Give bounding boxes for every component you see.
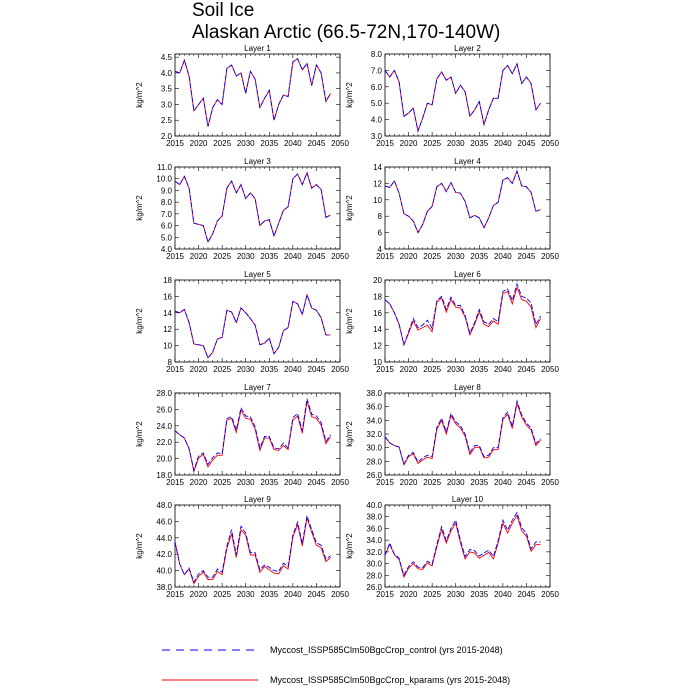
- x-tick-label: 2020: [189, 252, 208, 261]
- panel-title: Layer 4: [454, 157, 481, 166]
- y-tick-label: 4.0: [160, 68, 172, 78]
- x-tick-label: 2020: [399, 139, 418, 148]
- y-tick-label: 36.0: [366, 402, 382, 412]
- y-tick-label: 40.0: [366, 501, 382, 510]
- y-axis-label: kg/m^2: [135, 82, 144, 108]
- y-tick-label: 26.0: [156, 405, 172, 415]
- panel-title: Layer 1: [244, 44, 271, 53]
- panel-title: Layer 8: [454, 383, 481, 392]
- x-tick-label: 2045: [307, 478, 326, 487]
- plot-frame: [385, 505, 550, 587]
- x-tick-label: 2035: [260, 252, 279, 261]
- x-tick-label: 2050: [331, 252, 349, 261]
- x-tick-label: 2045: [517, 365, 536, 374]
- series-control-line: [385, 284, 541, 345]
- x-tick-label: 2050: [541, 590, 559, 599]
- plot-frame: [175, 280, 340, 362]
- x-tick-label: 2015: [166, 139, 184, 148]
- x-tick-label: 2040: [283, 478, 302, 487]
- y-tick-label: 6.0: [160, 221, 172, 231]
- x-tick-label: 2030: [236, 365, 255, 374]
- y-axis-label: kg/m^2: [135, 308, 144, 334]
- y-tick-label: 40.0: [156, 566, 172, 576]
- y-axis-label: kg/m^2: [135, 421, 144, 447]
- y-tick-label: 28.0: [156, 389, 172, 398]
- x-tick-label: 2035: [470, 252, 489, 261]
- panel-10: [345, 495, 559, 599]
- panel-title: Layer 3: [244, 157, 271, 166]
- x-tick-label: 2035: [470, 139, 489, 148]
- y-tick-label: 42.0: [156, 550, 172, 560]
- panel-title: Layer 9: [244, 495, 271, 504]
- y-tick-label: 26.0: [366, 471, 382, 480]
- y-tick-label: 5.0: [160, 233, 172, 243]
- y-tick-label: 22.0: [156, 438, 172, 448]
- y-tick-label: 12: [373, 341, 382, 351]
- series-control-line: [175, 295, 331, 358]
- x-tick-label: 2015: [166, 478, 184, 487]
- series-control-line: [385, 513, 541, 576]
- x-tick-label: 2030: [446, 365, 465, 374]
- plot-frame: [175, 393, 340, 475]
- x-tick-label: 2015: [166, 590, 184, 599]
- x-tick-label: 2050: [331, 139, 349, 148]
- x-tick-label: 2040: [283, 365, 302, 374]
- x-tick-label: 2020: [399, 252, 418, 261]
- y-tick-label: 6: [377, 228, 382, 238]
- x-tick-label: 2040: [493, 365, 512, 374]
- y-tick-label: 18: [163, 276, 172, 285]
- x-tick-label: 2030: [236, 252, 255, 261]
- y-tick-label: 10.0: [156, 174, 172, 184]
- x-tick-label: 2020: [399, 590, 418, 599]
- legend-entry-1: [162, 645, 503, 655]
- series-control-line: [385, 64, 541, 131]
- x-tick-label: 2020: [399, 365, 418, 374]
- y-axis-label: kg/m^2: [135, 533, 144, 559]
- x-tick-label: 2045: [307, 139, 326, 148]
- x-tick-label: 2050: [541, 478, 559, 487]
- x-tick-label: 2020: [189, 478, 208, 487]
- x-tick-label: 2025: [213, 365, 232, 374]
- x-tick-label: 2050: [331, 365, 349, 374]
- series-kparams-line: [385, 171, 541, 233]
- y-tick-label: 20: [373, 276, 382, 285]
- y-tick-label: 3.0: [370, 132, 382, 141]
- y-tick-label: 14: [373, 163, 382, 172]
- x-tick-label: 2040: [493, 590, 512, 599]
- panel-title: Layer 6: [454, 270, 481, 279]
- x-tick-label: 2015: [376, 478, 394, 487]
- x-tick-label: 2015: [166, 252, 184, 261]
- x-tick-label: 2050: [541, 365, 559, 374]
- x-tick-label: 2015: [166, 365, 184, 374]
- y-axis-label: kg/m^2: [135, 195, 144, 221]
- y-tick-label: 48.0: [156, 501, 172, 510]
- panel-title: Layer 5: [244, 270, 271, 279]
- panel-1: [135, 44, 349, 148]
- x-tick-label: 2030: [446, 590, 465, 599]
- x-tick-label: 2040: [283, 252, 302, 261]
- x-tick-label: 2020: [189, 365, 208, 374]
- x-tick-label: 2025: [213, 478, 232, 487]
- y-tick-label: 10: [373, 195, 382, 205]
- x-tick-label: 2050: [331, 590, 349, 599]
- x-tick-label: 2050: [541, 139, 559, 148]
- panel-9: [135, 495, 349, 599]
- x-tick-label: 2045: [517, 478, 536, 487]
- x-tick-label: 2050: [541, 252, 559, 261]
- series-kparams-line: [175, 59, 331, 127]
- x-tick-label: 2025: [213, 590, 232, 599]
- figure-title-line2: Alaskan Arctic (66.5-72N,170-140W): [192, 22, 501, 43]
- series-control-line: [175, 173, 331, 242]
- y-tick-label: 30.0: [366, 443, 382, 453]
- y-tick-label: 4: [377, 245, 382, 254]
- y-tick-label: 12: [373, 179, 382, 189]
- y-tick-label: 16: [373, 308, 382, 318]
- x-tick-label: 2015: [376, 252, 394, 261]
- x-tick-label: 2025: [213, 139, 232, 148]
- y-tick-label: 34.0: [366, 536, 382, 546]
- y-tick-label: 4.5: [160, 53, 172, 63]
- series-kparams-line: [175, 173, 331, 242]
- x-tick-label: 2045: [517, 590, 536, 599]
- x-tick-label: 2030: [236, 590, 255, 599]
- x-tick-label: 2025: [423, 365, 442, 374]
- x-tick-label: 2035: [260, 365, 279, 374]
- y-tick-label: 38.0: [366, 512, 382, 522]
- y-tick-label: 28.0: [366, 457, 382, 467]
- y-tick-label: 8: [377, 212, 382, 222]
- x-tick-label: 2015: [376, 365, 394, 374]
- x-tick-label: 2035: [260, 478, 279, 487]
- panel-7: [135, 383, 349, 487]
- panel-2: [345, 44, 559, 148]
- y-tick-label: 32.0: [366, 547, 382, 557]
- x-tick-label: 2025: [423, 478, 442, 487]
- y-tick-label: 9.0: [160, 186, 172, 196]
- x-tick-label: 2040: [283, 139, 302, 148]
- series-control-line: [175, 59, 331, 127]
- y-tick-label: 16: [163, 292, 172, 302]
- y-tick-label: 32.0: [366, 430, 382, 439]
- x-tick-label: 2035: [470, 365, 489, 374]
- x-tick-label: 2025: [423, 139, 442, 148]
- y-tick-label: 3.5: [160, 84, 172, 94]
- x-tick-label: 2020: [189, 139, 208, 148]
- x-tick-label: 2030: [236, 478, 255, 487]
- series-kparams-line: [175, 295, 331, 358]
- x-tick-label: 2025: [213, 252, 232, 261]
- x-tick-label: 2030: [446, 478, 465, 487]
- legend-label: Myccost_ISSP585Clm50BgcCrop_kparams (yrs 2015-2048): [270, 675, 511, 685]
- y-tick-label: 4.0: [160, 245, 172, 254]
- legend-label: Myccost_ISSP585Clm50BgcCrop_control (yrs 2015-2048): [270, 645, 503, 655]
- series-control-line: [175, 516, 331, 582]
- plot-frame: [175, 167, 340, 249]
- x-tick-label: 2030: [446, 139, 465, 148]
- y-tick-label: 38.0: [366, 389, 382, 398]
- x-tick-label: 2035: [260, 590, 279, 599]
- x-tick-label: 2030: [446, 252, 465, 261]
- y-tick-label: 7.0: [160, 209, 172, 219]
- series-kparams-line: [385, 287, 541, 344]
- y-tick-label: 2.5: [160, 116, 172, 126]
- y-tick-label: 34.0: [366, 416, 382, 426]
- y-axis-label: kg/m^2: [345, 421, 354, 447]
- series-control-line: [385, 171, 541, 233]
- x-tick-label: 2040: [493, 478, 512, 487]
- series-kparams-line: [175, 401, 331, 472]
- panel-title: Layer 7: [244, 383, 271, 392]
- panel-6: [345, 270, 559, 374]
- x-tick-label: 2045: [307, 365, 326, 374]
- y-axis-label: kg/m^2: [345, 308, 354, 334]
- y-tick-label: 10: [373, 358, 382, 367]
- y-tick-label: 6.0: [370, 82, 382, 92]
- y-tick-label: 8.0: [160, 198, 172, 208]
- panel-title: Layer 10: [451, 495, 484, 504]
- y-tick-label: 46.0: [156, 517, 172, 527]
- panel-title: Layer 2: [454, 44, 481, 53]
- y-axis-label: kg/m^2: [345, 82, 354, 108]
- panel-8: [345, 383, 559, 487]
- y-tick-label: 14: [163, 308, 172, 318]
- y-tick-label: 5.0: [370, 99, 382, 109]
- x-tick-label: 2040: [283, 590, 302, 599]
- x-tick-label: 2020: [189, 590, 208, 599]
- y-tick-label: 36.0: [366, 524, 382, 534]
- x-tick-label: 2035: [470, 478, 489, 487]
- y-tick-label: 14: [373, 325, 382, 335]
- x-tick-label: 2050: [331, 478, 349, 487]
- x-tick-label: 2035: [260, 139, 279, 148]
- y-tick-label: 4.0: [370, 115, 382, 125]
- x-tick-label: 2045: [517, 252, 536, 261]
- figure-title-line1: Soil Ice: [192, 0, 255, 21]
- y-axis-label: kg/m^2: [345, 195, 354, 221]
- x-tick-label: 2025: [423, 252, 442, 261]
- y-tick-label: 38.0: [156, 583, 172, 592]
- y-tick-label: 8.0: [370, 50, 382, 59]
- x-tick-label: 2045: [307, 252, 326, 261]
- x-tick-label: 2025: [423, 590, 442, 599]
- y-axis-label: kg/m^2: [345, 533, 354, 559]
- x-tick-label: 2035: [470, 590, 489, 599]
- y-tick-label: 7.0: [370, 66, 382, 76]
- y-tick-label: 11.0: [157, 163, 172, 172]
- panel-4: [345, 157, 559, 261]
- panel-5: [135, 270, 349, 374]
- x-tick-label: 2045: [307, 590, 326, 599]
- plot-frame: [385, 393, 550, 475]
- x-tick-label: 2015: [376, 590, 394, 599]
- y-tick-label: 18.0: [156, 471, 172, 480]
- x-tick-label: 2040: [493, 252, 512, 261]
- x-tick-label: 2045: [517, 139, 536, 148]
- y-tick-label: 26.0: [366, 583, 382, 592]
- x-tick-label: 2040: [493, 139, 512, 148]
- y-tick-label: 24.0: [156, 421, 172, 431]
- y-tick-label: 8: [167, 358, 172, 367]
- y-tick-label: 10: [163, 341, 172, 351]
- y-tick-label: 44.0: [156, 533, 172, 543]
- series-kparams-line: [385, 64, 541, 131]
- y-tick-label: 12: [163, 325, 172, 335]
- y-tick-label: 20.0: [156, 454, 172, 464]
- plot-frame: [385, 54, 550, 136]
- y-tick-label: 18: [373, 292, 382, 302]
- y-tick-label: 28.0: [366, 571, 382, 581]
- x-tick-label: 2030: [236, 139, 255, 148]
- panel-3: [135, 157, 349, 261]
- x-tick-label: 2015: [376, 139, 394, 148]
- plot-frame: [385, 280, 550, 362]
- x-tick-label: 2020: [399, 478, 418, 487]
- legend-entry-2: [162, 675, 510, 685]
- y-tick-label: 30.0: [366, 559, 382, 569]
- y-tick-label: 2.0: [160, 132, 172, 141]
- y-tick-label: 3.0: [160, 100, 172, 110]
